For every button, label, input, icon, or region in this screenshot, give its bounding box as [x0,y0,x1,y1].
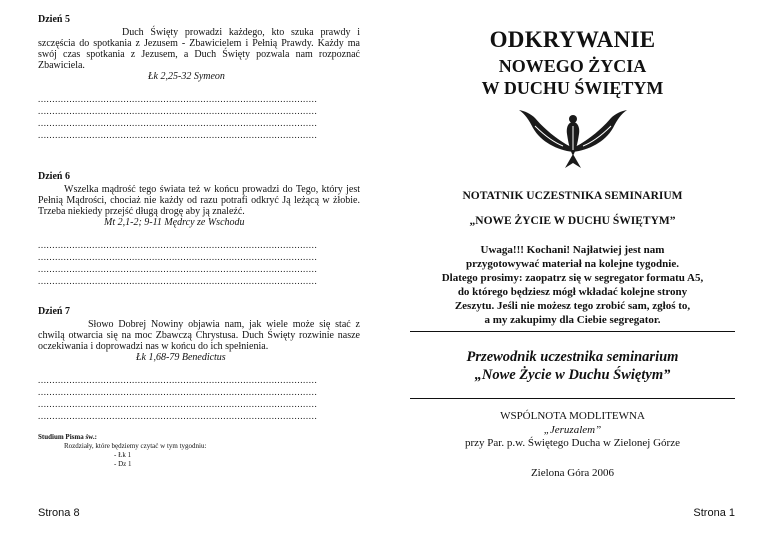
place-date: Zielona Góra 2006 [530,467,615,479]
divider-bottom [410,398,735,399]
day-5-reference: Łk 2,25-32 Symeon [148,71,225,82]
title-line-2: NOWEGO ŻYCIA [498,56,647,76]
notes-line: .................................................................................................. [38,240,318,250]
day-5-title: Dzień 5 [38,14,70,25]
notes-line: .................................................................................................. [38,252,318,262]
studium-item: - Dz 1 [114,460,132,468]
community-label: WSPÓLNOTA MODLITEWNA [500,410,645,422]
notice-block [410,243,735,327]
notes-line: .................................................................................................. [38,264,318,274]
day-6-section [38,171,360,287]
notes-line: .................................................................................................. [38,411,318,421]
notes-line: .................................................................................................. [38,276,318,286]
day-7-section [38,306,360,422]
dove-icon [517,108,629,170]
studium-item: - Łk 1 [114,451,132,459]
notes-line: .................................................................................................. [38,375,318,385]
notes-line: .................................................................................................. [38,399,318,409]
notice-line: Uwaga!!! Kochani! Najłatwiej jest nam [480,244,665,256]
studium-intro: Rozdziały, które będziemy czytać w tym tygodniu: [64,442,207,450]
title-line-3: W DUCHU ŚWIĘTYM [481,78,664,98]
day-6-reference: Mt 2,1-2; 9-11 Mędrcy ze Wschodu [104,217,245,228]
day-5-section [38,14,360,141]
notes-line: .................................................................................................. [38,106,318,116]
parish-line: przy Par. p.w. Świętego Ducha w Zielonej Górze [465,437,680,449]
notes-line: .................................................................................................. [38,387,318,397]
page-number-left: Strona 8 [38,507,80,519]
day-7-reference: Łk 1,68-79 Benedictus [136,352,226,363]
studium-title: Studium Pisma św.: [38,433,97,441]
day-7-text [38,319,360,352]
notebook-subtitle: NOTATNIK UCZESTNIKA SEMINARIUM [462,190,683,202]
title-line-1: ODKRYWANIE [489,27,656,52]
day-5-body: Duch Święty prowadzi każdego, kto szuka prawdy i szczęścia do spotkania z Jezusem - Zbawicielem i Pełnią Prawdy. Każdy ma swój czas spotkania z Jezusem, a Duch Święty pozwala nam rozpoznać Zbawiciela. [38,27,360,71]
day-6-text [38,184,360,217]
notes-line: .................................................................................................. [38,94,318,104]
community-name: „Jeruzalem” [543,424,602,436]
day-6-title: Dzień 6 [38,171,70,182]
studium-section [38,433,360,469]
left-page [38,0,360,543]
notice-line: Zeszytu. Jeśli nie możesz tego zrobić sam, zgłoś to, [454,300,691,312]
right-page [410,0,735,543]
page-number-right: Strona 1 [693,507,735,519]
notice-line: a my zakupimy dla Ciebie segregator. [484,314,661,326]
guide-title-line-2: „Nowe Życie w Duchu Świętym” [474,367,671,383]
notes-line: .................................................................................................. [38,118,318,128]
seminar-name: „NOWE ŻYCIE W DUCHU ŚWIĘTYM” [469,215,676,227]
divider-top [410,331,735,332]
guide-title-line-1: Przewodnik uczestnika seminarium [466,349,679,365]
day-7-body: Słowo Dobrej Nowiny objawia nam, jak wiele może się stać z chwilą otwarcia się na moc Zbawczą Chrystusa. Duch Święty rozwinie nasze oczekiwania i doprowadzi nas w końcu do ich spełnienia. [38,319,360,352]
notice-line: do którego będziesz mógł wkładać kolejne strony [457,286,688,298]
day-6-body: Wszelka mądrość tego świata też w końcu prowadzi do Tego, który jest Pełnią Mądrości, chociaż nie każdy od razu potrafi odkryć Ją leżącą w żłobie. Trzeba niekiedy przejść długą drogę aby ją znaleźć. [38,184,360,217]
notes-line: .................................................................................................. [38,130,318,140]
notice-line: przygotowywać materiał na kolejne tygodnie. [466,258,679,270]
day-7-title: Dzień 7 [38,306,70,317]
day-5-text [38,27,360,71]
notice-line: Dlatego prosimy: zaopatrz się w segregator formatu A5, [441,272,704,284]
